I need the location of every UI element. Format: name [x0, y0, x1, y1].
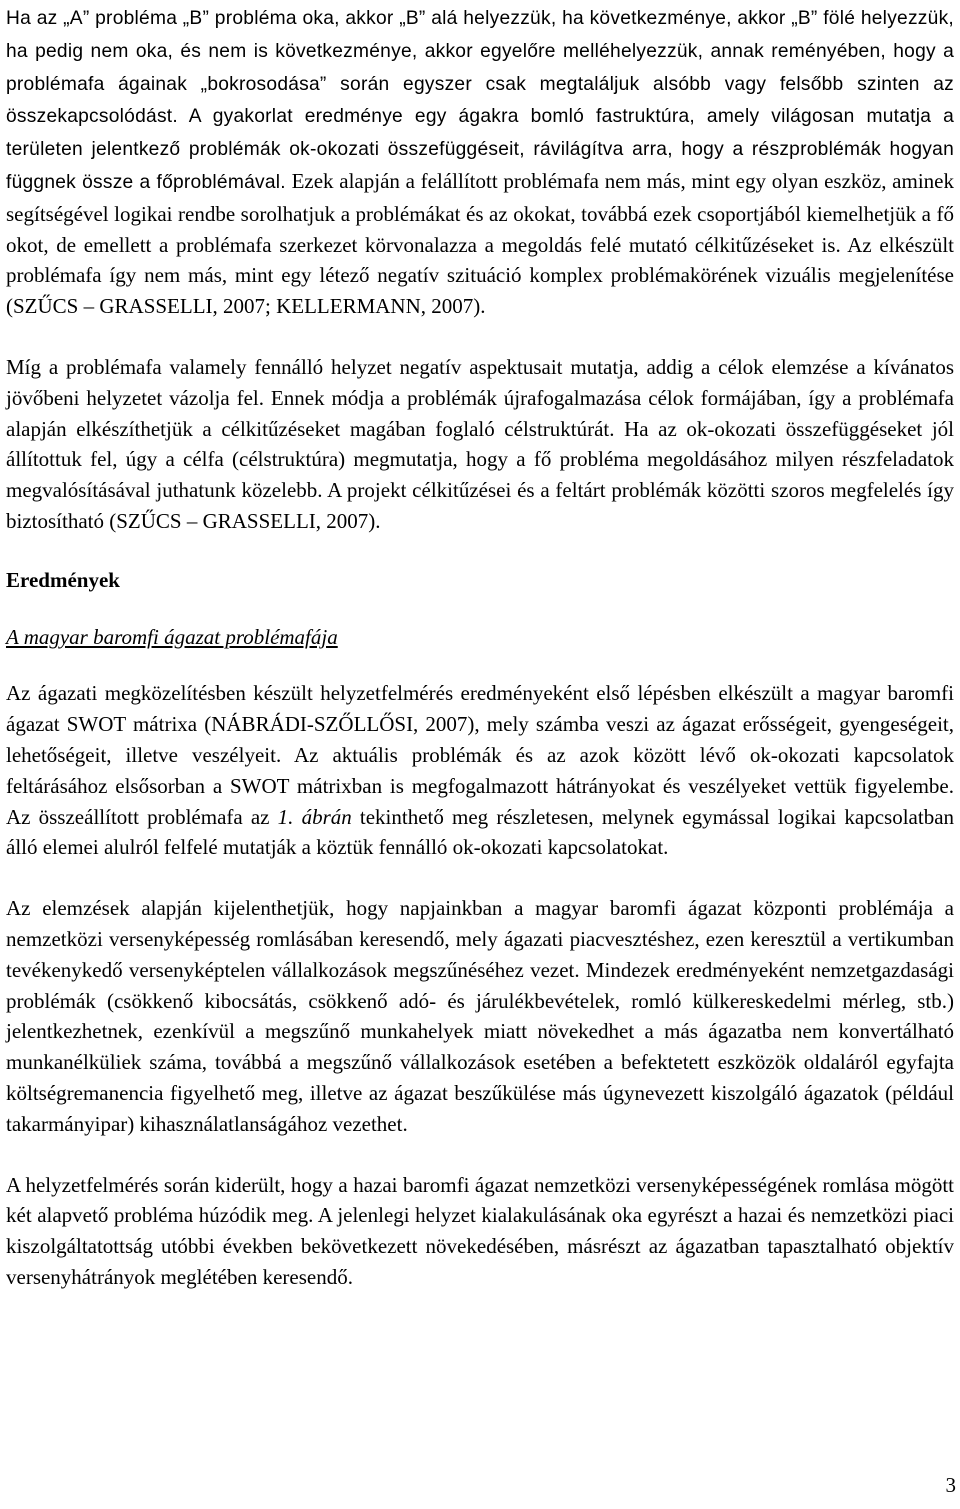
paragraph-swot: [6, 678, 954, 863]
figure-reference-number: 1.: [277, 804, 294, 829]
paragraph-problem-tree-method: [6, 0, 954, 322]
figure-reference-word: ábrán: [301, 804, 352, 829]
paragraph-swot-text-end: tekinthető meg részletesen, melynek egymással logikai kapcsolatban álló elemei alulról felfelé mutatják a köztük fennálló ok-okozati kapcsolatokat.: [6, 804, 955, 860]
section-heading: Eredmények: [6, 567, 120, 592]
paragraph-swot-text-start: Az ágazati megközelítésben készült helyzetfelmérés eredményeként első lépésben elkészült a magyar baromfi ágazat SWOT mátrixa (NÁBRÁDI-SZŐLLŐSI, 2007), mely számba veszi az ágazat erősségeit, gyengeségeit, lehetőségeit, illetve veszélyeit. Az aktuális problémák és az azok között lévő ok-okozati kapcsolatok feltárásához elsősorban a SWOT mátrixban is megfogalmazott hátrányokat és veszélyeket vettük figyelembe. Az összeállított problémafa az: [6, 681, 954, 829]
page-number: 3: [945, 1473, 956, 1497]
paragraph-sans-text: Ha az „A” probléma „B” probléma oka, akkor „B” alá helyezzük, ha következménye, akkor „B” fölé helyezzük, ha pedig nem oka, és nem is következménye, akkor egyelőre melléhelyezzük, annak reményében, hogy a problémafa ágainak „bokrosodása” során egyszer csak megtaláljuk alsóbb vagy felsőbb szinten az összekapcsolódást. A gyakorlat eredménye egy ágakra bomló fastruktúra, amely világosan mutatja a területen jelentkező problémák ok-okozati összefüggéseit, rávilágítva arra, hogy a részproblémák hogyan függnek össze a főproblémával.: [6, 8, 954, 193]
document-page: [6, 0, 954, 1293]
paragraph-central-problem: Az elemzések alapján kijelenthetjük, hogy napjainkban a magyar baromfi ágazat központi problémája a nemzetközi versenyképesség romlásában keresendő, mely ágazati piacvesztéshez, ezen keresztül a vertikumban tevékenykedő versenyképtelen vállalkozások megszűnéséhez vezet. Mindezek eredményeként nemzetgazdasági problémák (csökkenő kibocsátás, csökkenő adó- és járulékbevételek, romló külkereskedelmi mérleg, stb.) jelentkezhetnek, ezenkívül a megszűnő munkahelyek miatt növekedhet a más ágazatba nem konvertálható munkanélküliek száma, továbbá a megszűnő vállalkozások esetében a befektetett eszközök oldaláról egyfajta költségremanencia figyelhető meg, illetve az ágazat beszűkülése más úgynevezett kiszolgáló ágazatok (például takarmányipar) kihasználatlanságához vezethet.: [6, 896, 954, 1136]
paragraph-objectives-analysis: Míg a problémafa valamely fennálló helyzet negatív aspektusait mutatja, addig a célok elemzése a kívánatos jövőbeni helyzetet vázolja fel. Ennek módja a problémák újrafogalmazása célok formájában, így a problémafa alapján elkészíthetjük a célkitűzéseket magában foglaló célstruktúrát. Ha az ok-okozati összefüggéseket jól állítottuk fel, úgy a célfa (célstruktúra) megmutatja, hogy a fő probléma megoldásához milyen részfeladatok megvalósításával juthatunk közelebb. A projekt célkitűzései és a feltárt problémák közötti szoros megfelelés így biztosítható (SZŰCS – GRASSELLI, 2007).: [6, 354, 954, 533]
section-subheading: A magyar baromfi ágazat problémafája: [6, 624, 338, 649]
paragraph-competitiveness: A helyzetfelmérés során kiderült, hogy a hazai baromfi ágazat nemzetközi versenyképességének romlása mögött két alapvető probléma húzódik meg. A jelenlegi helyzet kialakulásának oka egyrészt a hazai és nemzetközi piaci kiszolgáltatottság utóbbi években bekövetkezett növekedésében, másrészt az ágazatban tapasztalható objektív versenyhátrányok meglétében keresendő.: [6, 1172, 954, 1289]
paragraph-serif-text: Ezek alapján a felállított problémafa nem más, mint egy olyan eszköz, aminek segítségével logikai rendbe sorolhatjuk a problémákat és az okokat, továbbá ezek csoportjából kiemelhetjük a fő okot, de emellett a problémafa szerkezet körvonalazza a megoldás felé mutató célkitűzéseket is. Az elkészült problémafa így nem más, mint egy létező negatív szituáció komplex problémakörének vizuális megjelenítése (SZŰCS – GRASSELLI, 2007; KELLERMANN, 2007).: [6, 168, 954, 319]
